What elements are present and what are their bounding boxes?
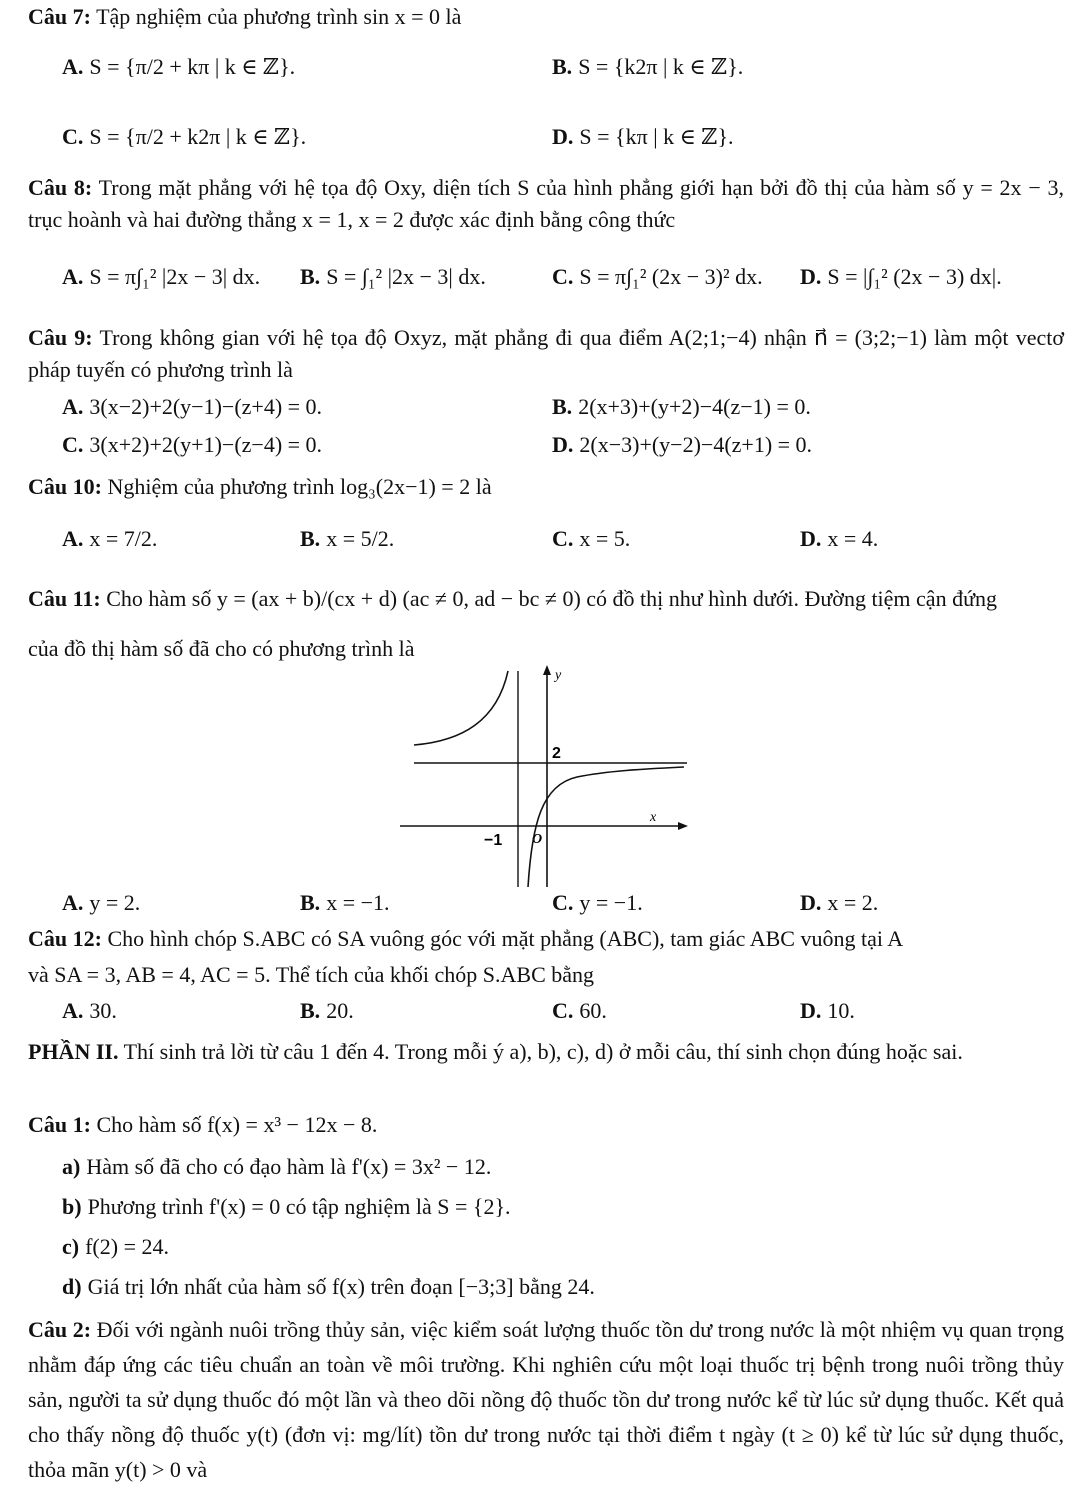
q7-option-c-label: C.	[62, 124, 84, 149]
p2q1-item-c-label: c)	[62, 1234, 80, 1259]
q9-text: Trong không gian với hệ tọa độ Oxyz, mặt phẳng đi qua điểm A(2;1;−4) nhận n⃗ = (3;2;−1) làm một vectơ pháp tuyến có phương trình là	[28, 325, 1065, 382]
q8-option-c-text: S = π∫₁² (2x − 3)² dx.	[579, 264, 763, 289]
q8-option-d-label: D.	[800, 264, 822, 289]
p2q1-item-a[interactable]	[62, 1152, 491, 1182]
graph-x-axis-label: x	[650, 810, 657, 825]
q8-option-d[interactable]	[800, 262, 1002, 292]
q11-option-b-text: x = −1.	[326, 890, 390, 915]
q8-label: Câu 8:	[28, 175, 93, 200]
p2q1-label: Câu 1:	[28, 1112, 91, 1137]
q10-option-c-label: C.	[552, 526, 574, 551]
p2q1-item-c-text: f(2) = 24.	[85, 1234, 169, 1259]
q10-stem	[28, 472, 492, 502]
p2q1-item-d-text: Giá trị lớn nhất của hàm số f(x) trên đoạn [−3;3] bằng 24.	[87, 1274, 595, 1299]
q11-text-part1: Cho hàm số y = (ax + b)/(cx + d) (ac ≠ 0, ad − bc ≠ 0) có đồ thị như hình dưới. Đường tiệm cận đứng	[106, 586, 997, 611]
p2q1-text: Cho hàm số f(x) = x³ − 12x − 8.	[96, 1112, 378, 1137]
q8-option-b-text: S = ∫₁² |2x − 3| dx.	[326, 264, 486, 289]
q9-option-a-text: 3(x−2)+2(y−1)−(z+4) = 0.	[89, 394, 323, 419]
p2q1-item-d-label: d)	[62, 1274, 82, 1299]
q7-stem	[28, 2, 461, 32]
q7-text: Tập nghiệm của phương trình sin x = 0 là	[96, 4, 462, 29]
part2-heading	[28, 1036, 1064, 1068]
q10-option-d-label: D.	[800, 526, 822, 551]
graph-x-axis-arrow	[678, 822, 688, 830]
q7-option-c-text: S = {π/2 + k2π | k ∈ ℤ}.	[89, 124, 307, 149]
q11-option-d-text: x = 2.	[827, 890, 879, 915]
q9-option-a-label: A.	[62, 394, 84, 419]
q12-option-d[interactable]	[800, 996, 855, 1026]
q11-option-c-text: y = −1.	[579, 890, 643, 915]
q9-option-b-label: B.	[552, 394, 573, 419]
q10-option-b-label: B.	[300, 526, 321, 551]
p2q1-item-a-text: Hàm số đã cho có đạo hàm là f'(x) = 3x² − 12.	[86, 1154, 492, 1179]
q9-option-b-text: 2(x+3)+(y+2)−4(z−1) = 0.	[578, 394, 811, 419]
q11-stem-line1	[28, 584, 997, 614]
p2q1-item-a-label: a)	[62, 1154, 81, 1179]
q9-option-d-text: 2(x−3)+(y−2)−4(z+1) = 0.	[579, 432, 813, 457]
q11-graph	[392, 663, 692, 888]
q12-option-a-label: A.	[62, 998, 84, 1023]
p2q1-item-b-label: b)	[62, 1194, 82, 1219]
q7-option-c[interactable]	[62, 122, 306, 152]
q10-option-d-text: x = 4.	[827, 526, 879, 551]
q10-label: Câu 10:	[28, 474, 102, 499]
q12-option-d-label: D.	[800, 998, 822, 1023]
q11-option-b-label: B.	[300, 890, 321, 915]
q8-option-a[interactable]	[62, 262, 260, 292]
q7-option-b-label: B.	[552, 54, 573, 79]
p2q1-item-b[interactable]	[62, 1192, 511, 1222]
q11-option-a[interactable]	[62, 888, 140, 918]
part2-label: PHẦN II.	[28, 1039, 119, 1064]
graph-origin-label: O	[532, 832, 543, 847]
q10-option-a-label: A.	[62, 526, 84, 551]
q11-option-a-label: A.	[62, 890, 84, 915]
q8-stem	[28, 172, 1064, 236]
graph-h-asymptote-label: 2	[552, 745, 561, 762]
q8-option-a-text: S = π∫₁² |2x − 3| dx.	[89, 264, 261, 289]
q7-option-d-text: S = {kπ | k ∈ ℤ}.	[579, 124, 734, 149]
q12-text-part1: Cho hình chóp S.ABC có SA vuông góc với mặt phẳng (ABC), tam giác ABC vuông tại A	[107, 926, 904, 951]
q10-option-c-text: x = 5.	[579, 526, 631, 551]
p2q2-stem	[28, 1312, 1064, 1487]
q9-option-d-label: D.	[552, 432, 574, 457]
q11-stem-line2	[28, 634, 414, 664]
q8-option-b[interactable]	[300, 262, 486, 292]
q8-text: Trong mặt phẳng với hệ tọa độ Oxy, diện tích S của hình phẳng giới hạn bởi đồ thị của hàm số y = 2x − 3, trục hoành và hai đường thẳng x = 1, x = 2 được xác định bằng công thức	[28, 175, 1064, 232]
q8-option-c[interactable]	[552, 262, 763, 292]
q9-option-c[interactable]	[62, 430, 322, 460]
q7-option-b-text: S = {k2π | k ∈ ℤ}.	[578, 54, 744, 79]
q10-option-d[interactable]	[800, 524, 878, 554]
p2q1-stem	[28, 1110, 377, 1140]
q12-option-b-text: 20.	[326, 998, 354, 1023]
p2q1-item-c[interactable]	[62, 1232, 169, 1262]
q10-option-a[interactable]	[62, 524, 157, 554]
graph-curve-right-branch	[528, 767, 684, 887]
graph-y-axis-arrow	[543, 665, 551, 675]
q11-option-d[interactable]	[800, 888, 878, 918]
q7-option-d-label: D.	[552, 124, 574, 149]
q11-option-d-label: D.	[800, 890, 822, 915]
p2q2-label: Câu 2:	[28, 1317, 92, 1342]
graph-y-axis-label: y	[555, 668, 562, 683]
q11-option-c[interactable]	[552, 888, 643, 918]
q9-option-b[interactable]	[552, 392, 811, 422]
q11-option-c-label: C.	[552, 890, 574, 915]
q11-text-part2: của đồ thị hàm số đã cho có phương trình là	[28, 636, 415, 661]
q7-option-a[interactable]	[62, 52, 295, 82]
p2q1-item-b-text: Phương trình f'(x) = 0 có tập nghiệm là S = {2}.	[87, 1194, 511, 1219]
q9-option-d[interactable]	[552, 430, 812, 460]
q10-option-b[interactable]	[300, 524, 394, 554]
q12-option-d-text: 10.	[827, 998, 855, 1023]
p2q2-text: Đối với ngành nuôi trồng thủy sản, việc kiểm soát lượng thuốc tồn dư trong nước là một nhiệm vụ quan trọng nhằm đáp ứng các tiêu chuẩn an toàn về môi trường. Khi nghiên cứu một loại thuốc trị bệnh trong nuôi trồng thủy sản, người ta sử dụng thuốc đó một lần và theo dõi nồng độ thuốc tồn dư trong nước kể từ lúc sử dụng thuốc. Kết quả cho thấy nồng độ thuốc y(t) (đơn vị: mg/lít) tồn dư trong nước tại thời điểm t ngày (t ≥ 0) kể từ lúc sử dụng thuốc, thỏa mãn y(t) > 0 và	[28, 1317, 1065, 1482]
q10-text: Nghiệm của phương trình log₃(2x−1) = 2 là	[107, 474, 492, 499]
q12-option-c-label: C.	[552, 998, 574, 1023]
q12-option-a-text: 30.	[89, 998, 117, 1023]
q12-option-c[interactable]	[552, 996, 607, 1026]
q12-option-a[interactable]	[62, 996, 117, 1026]
q9-label: Câu 9:	[28, 325, 93, 350]
q10-option-b-text: x = 5/2.	[326, 526, 395, 551]
q11-label: Câu 11:	[28, 586, 101, 611]
q9-stem	[28, 322, 1064, 386]
q8-option-c-label: C.	[552, 264, 574, 289]
q9-option-a[interactable]	[62, 392, 322, 422]
q9-option-c-label: C.	[62, 432, 84, 457]
q7-label: Câu 7:	[28, 4, 91, 29]
part2-text: Thí sinh trả lời từ câu 1 đến 4. Trong mỗi ý a), b), c), d) ở mỗi câu, thí sinh chọn đúng hoặc sai.	[123, 1039, 963, 1064]
q12-stem-line1	[28, 924, 903, 954]
q7-option-b[interactable]	[552, 52, 743, 82]
q11-option-a-text: y = 2.	[89, 890, 141, 915]
p2q1-item-d[interactable]	[62, 1272, 595, 1302]
q7-option-a-text: S = {π/2 + kπ | k ∈ ℤ}.	[89, 54, 296, 79]
graph-v-asymptote-label: −1	[484, 832, 503, 849]
q10-option-c[interactable]	[552, 524, 630, 554]
q12-text-part2: và SA = 3, AB = 4, AC = 5. Thể tích của khối chóp S.ABC bằng	[28, 962, 595, 987]
q11-option-b[interactable]	[300, 888, 390, 918]
q12-stem-line2	[28, 960, 594, 990]
q12-option-b-label: B.	[300, 998, 321, 1023]
q9-option-c-text: 3(x+2)+2(y+1)−(z−4) = 0.	[89, 432, 323, 457]
q12-option-c-text: 60.	[579, 998, 607, 1023]
q12-option-b[interactable]	[300, 996, 354, 1026]
q10-option-a-text: x = 7/2.	[89, 526, 158, 551]
q7-option-a-label: A.	[62, 54, 84, 79]
q7-option-d[interactable]	[552, 122, 734, 152]
q8-option-d-text: S = |∫₁² (2x − 3) dx|.	[827, 264, 1002, 289]
q8-option-a-label: A.	[62, 264, 84, 289]
q8-option-b-label: B.	[300, 264, 321, 289]
graph-curve-left-branch	[414, 671, 508, 745]
q12-label: Câu 12:	[28, 926, 102, 951]
